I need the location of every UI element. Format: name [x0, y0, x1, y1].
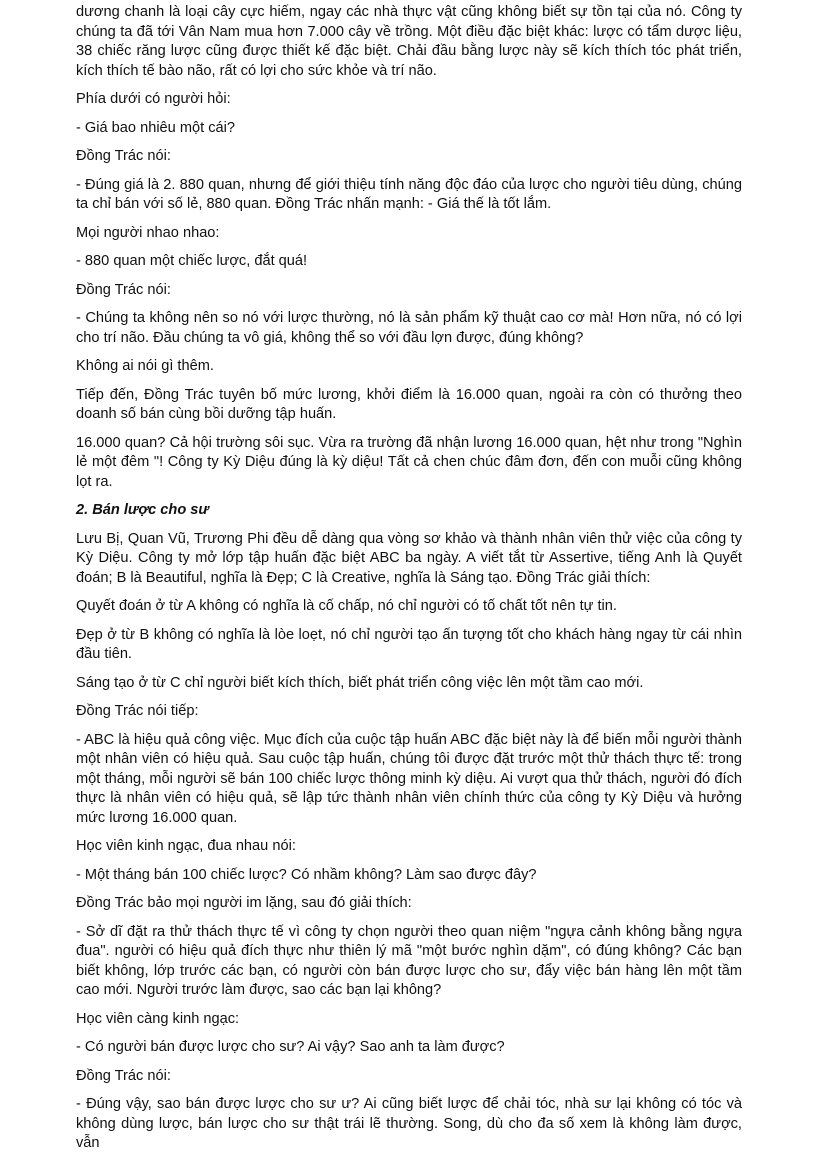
paragraph: dương chanh là loại cây cực hiếm, ngay các nhà thực vật cũng không biết sự tồn tại của nó. Công ty chúng ta đã tới Vân Nam mua hơn 7.000 cây về trồng. Một điều đặc biệt khác: lược có tẩm dược liệu, 38 chiếc răng lược cũng được thiết kế đặc biệt. Chải đầu bằng lược này sẽ kích thích tóc phát triển, kích thích tế bào não, rất có lợi cho sức khỏe và trí não.: [76, 4, 742, 79]
paragraph: Đồng Trác bảo mọi người im lặng, sau đó giải thích:: [76, 895, 412, 911]
paragraph: Tiếp đến, Đồng Trác tuyên bố mức lương, khởi điểm là 16.000 quan, ngoài ra còn có thưởng theo doanh số bán cùng bồi dưỡng tập huấn.: [76, 386, 742, 422]
paragraph: - ABC là hiệu quả công việc. Mục đích của cuộc tập huấn ABC đặc biệt này là để biến mỗi người thành một nhân viên có hiệu quả. Sau cuộc tập huấn, chúng tôi được đặt trước một thử thách thực tế: trong một tháng, mỗi người sẽ bán 100 chiếc lược thông minh kỳ diệu. Ai vượt qua thử thách, người đó đích thực là nhân viên có hiệu quả, sẽ lập tức thành nhân viên chính thức của công ty Kỳ Diệu và hưởng mức lương 16.000 quan.: [76, 731, 742, 826]
paragraph: Đẹp ở từ B không có nghĩa là lòe loẹt, nó chỉ người tạo ấn tượng tốt cho khách hàng ngay từ cái nhìn đầu tiên.: [76, 626, 742, 662]
paragraph: - Đúng giá là 2. 880 quan, nhưng để giới thiệu tính năng độc đáo của lược cho người tiêu dùng, chúng ta chỉ bán với số lẻ, 880 quan. Đồng Trác nhấn mạnh: - Giá thế là tốt lắm.: [76, 176, 742, 212]
paragraph: - Đúng vậy, sao bán được lược cho sư ư? Ai cũng biết lược để chải tóc, nhà sư lại không có tóc và không dùng lược, bán lược cho sư thật trái lẽ thường. Song, dù cho đa số xem là không làm được, vẫn: [76, 1096, 742, 1151]
paragraph: - Sở dĩ đặt ra thử thách thực tế vì công ty chọn người theo quan niệm "ngựa cảnh không bằng ngựa đua". người có hiệu quả đích thực như thiên lý mã "một bước nghìn dặm", có đúng không? Các bạn biết không, lớp trước các bạn, có người còn bán được lược cho sư, đẩy việc bán hàng lên một tầm cao mới. Người trước làm được, sao các bạn lại không?: [76, 923, 742, 998]
paragraph: Lưu Bị, Quan Vũ, Trương Phi đều dễ dàng qua vòng sơ khảo và thành nhân viên thử việc của công ty Kỳ Diệu. Công ty mở lớp tập huấn đặc biệt ABC ba ngày. A viết tắt từ Assertive, tiếng Anh là Quyết đoán; B là Beautiful, nghĩa là Đẹp; C là Creative, nghĩa là Sáng tạo. Đồng Trác giải thích:: [76, 530, 742, 586]
paragraph: - Một tháng bán 100 chiếc lược? Có nhầm không? Làm sao được đây?: [76, 866, 537, 883]
paragraph: 16.000 quan? Cả hội trường sôi sục. Vừa ra trường đã nhận lương 16.000 quan, hệt như trong "Nghìn lẻ một đêm "! Công ty Kỳ Diệu đúng là kỳ diệu! Tất cả chen chúc đâm đơn, đến con muỗi cũng không lọt ra.: [76, 434, 742, 490]
paragraph: Học viên kinh ngạc, đua nhau nói:: [76, 838, 296, 854]
paragraph: Quyết đoán ở từ A không có nghĩa là cố chấp, nó chỉ người có tố chất tốt nên tự tin.: [76, 598, 617, 614]
paragraph: Đồng Trác nói:: [76, 148, 171, 164]
paragraph: - Chúng ta không nên so nó với lược thường, nó là sản phẩm kỹ thuật cao cơ mà! Hơn nữa, nó có lợi cho trí não. Đầu chúng ta vô giá, không thể so với đầu lợn được, đúng không?: [76, 310, 742, 346]
paragraph: - Có người bán được lược cho sư? Ai vậy? Sao anh ta làm được?: [76, 1039, 505, 1055]
paragraph: Không ai nói gì thêm.: [76, 358, 214, 374]
document-page: [76, 3, 742, 1163]
paragraph: Sáng tạo ở từ C chỉ người biết kích thích, biết phát triển công việc lên một tầm cao mới.: [76, 674, 644, 691]
paragraph: Đồng Trác nói tiếp:: [76, 703, 199, 719]
paragraph: Đồng Trác nói:: [76, 281, 171, 298]
paragraph: - 880 quan một chiếc lược, đắt quá!: [76, 253, 308, 269]
paragraph: - Giá bao nhiêu một cái?: [76, 119, 235, 136]
section-heading: 2. Bán lược cho sư: [76, 502, 209, 518]
paragraph: Học viên càng kinh ngạc:: [76, 1010, 240, 1027]
paragraph: Đồng Trác nói:: [76, 1067, 171, 1084]
paragraph: Phía dưới có người hỏi:: [76, 91, 231, 107]
paragraph: Mọi người nhao nhao:: [76, 224, 220, 241]
